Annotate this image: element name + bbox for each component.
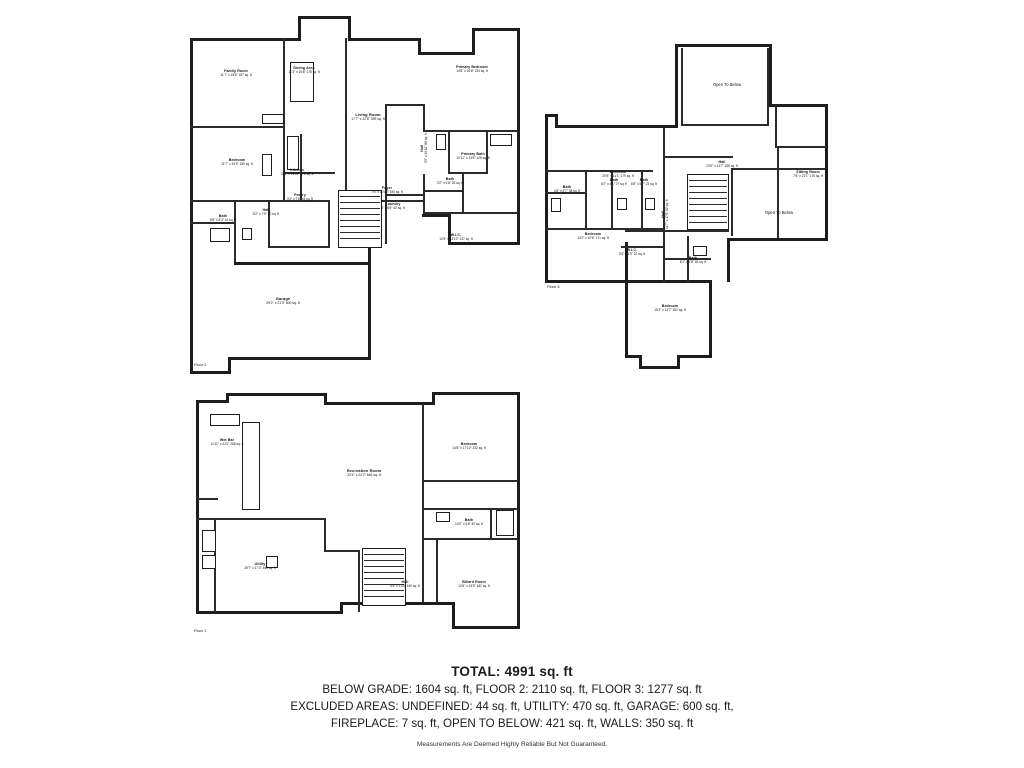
room-label-foyer: Foyer 7'8" x 10'10" 190 sq. ft [371,186,403,195]
wall [641,170,643,228]
wall [777,146,827,148]
wall [345,102,347,202]
open-to-below-label-1: Open To Below [712,82,742,87]
wall [452,626,520,629]
wall [727,238,828,241]
wall [234,200,236,264]
room-label-primary-bedroom: Primary Bedroom 14'8" x 16'8" 234 sq. ft [456,65,488,74]
floor-tag-floor-3: Floor 3 [547,284,560,289]
wall [490,508,492,538]
wall [517,392,520,628]
room-label-utility: Utility 28'7" x 17'3" 466 sq. ft [244,562,276,571]
wall [448,242,520,245]
wall [825,104,828,240]
wall [448,172,488,174]
stair-tread [340,226,380,227]
kitchen-appliance [262,114,284,124]
wall [627,280,712,283]
wall [472,28,475,55]
stair-tread [689,222,727,223]
wall [324,518,326,552]
bath-fixture [210,228,230,242]
stair-tread [689,186,727,187]
wall [226,393,326,396]
room-label-hall: Hall 23'0" x 13'7" 208 sq. ft [706,160,738,169]
floor-tag-floor-1: Floor 1 [194,628,207,633]
wall [767,48,769,126]
wall [448,132,450,174]
wall [775,104,777,148]
wall [358,550,360,612]
wall [677,355,711,358]
wall [196,400,199,614]
stair-tread [689,216,727,217]
kitchen-counter [287,136,299,170]
wall [545,170,587,172]
wall [587,170,653,172]
wall [545,280,627,283]
wall [423,104,425,132]
wall [709,280,712,358]
wall [214,518,326,520]
wall [268,200,270,248]
area-breakdown-line-3: FIREPLACE: 7 sq. ft, OPEN TO BELOW: 421 sq. ft, WALLS: 350 sq. ft [330,716,694,730]
wall [675,44,678,128]
room-label-bath-3: Bath 6'8" x 5'7" 23 sq. ft [630,178,658,187]
wall [681,124,769,126]
stair-tread [689,198,727,199]
room-label-hall: Hall 5'5" x 13'8" 160 sq. ft [390,580,420,589]
measurement-disclaimer: Measurements Are Deemed Highly Reliable But Not Guaranteed. [416,741,608,749]
utility-fixture [202,530,216,552]
kitchen-appliance [262,154,272,176]
stair-tread [364,590,404,591]
wall [462,172,464,214]
wall [300,134,302,200]
wall [545,192,587,194]
wall [345,38,347,104]
open-to-below-label-2: Open To Below [764,210,794,215]
bath-fixture [645,198,655,210]
staircase [338,190,382,248]
wall [190,371,230,374]
room-label-hall-vertical: Hall 11'7" x 17'6" 82 sq. ft [660,199,670,229]
wall [423,130,518,132]
wall [436,538,438,602]
wall [324,550,360,552]
wall [328,200,330,248]
room-label-sitting-room: Sitting Room 7'8" x 22'1" 176 sq. ft [793,170,823,179]
stair-tread [340,208,380,209]
bath-fixture [617,198,627,210]
wall [348,38,420,41]
room-label-wic: W.I.C. 3'4" x 6'9" 22 sq. ft [618,248,646,257]
stair-tread [364,560,404,561]
wall [611,170,613,228]
wall [625,242,628,282]
stair-tread [364,596,404,597]
room-label-dining-area: Dining Area 11'3" x 15'8" 178 sq. ft [288,66,320,75]
stair-tread [340,214,380,215]
room-label-wic: W.I.C. 12'6" x 13'10" 137 sq. ft [439,233,473,242]
room-label-bedroom-1: Bedroom 20'5" x 11'1" 179 sq. ft [602,170,634,179]
wall [196,400,228,403]
room-label-wet-bar: Wet Bar 11'11" x 21'0" 258 sq. ft [210,438,244,447]
wall [452,602,455,629]
wall [663,230,665,282]
bar-counter [210,414,240,426]
wall [190,222,236,224]
wall [769,104,827,107]
room-label-billard-room: Billard Room 12'6" x 15'9" 182 sq. ft [458,580,490,589]
wall [423,212,518,214]
wall [385,194,425,196]
bath-fixture [490,134,512,146]
utility-fixture [202,555,216,569]
room-label-bedroom-3: Bedroom 15'3" x 12'7" 202 sq. ft [654,304,686,313]
stair-tread [340,202,380,203]
stair-tread [364,578,404,579]
wall [418,38,421,52]
wall [769,44,772,106]
wall [190,38,193,264]
wall [663,156,733,158]
room-label-kitchen: Kitchen 11'4" x 14'11" 172 sq. ft [280,168,314,177]
bath-fixture [242,228,252,240]
wall [228,357,370,360]
room-label-hall: Hall 8'2" x 7'9" 60 sq. ft [252,208,280,217]
wall [422,482,424,602]
wall [675,44,771,47]
room-label-bath-2: Bath 3'2" x 6'8" 25 sq. ft [436,177,464,186]
wall [196,518,216,520]
bath-fixture [436,134,446,150]
stair-tread [364,584,404,585]
bar-island [242,422,260,510]
room-label-recreation-room: Recreation Room 32'4" x 22'2" 646 sq. ft [346,468,382,477]
wall [625,230,729,232]
wall [727,238,730,282]
wall [196,611,342,614]
room-label-bath-4: Bath 8'1" x 6'8" 46 sq. ft [679,256,707,265]
floor-tag-floor-2: Floor 2 [194,362,207,367]
floor-plan-floor-2 [190,14,530,374]
stair-tread [340,220,380,221]
room-label-bedroom: Bedroom 11'7" x 15'9" 159 sq. ft [221,158,253,167]
wall [731,168,733,236]
wall [285,172,335,174]
room-label-pantry: Pantry 3'2" x 7'8" 44 sq. ft [286,193,314,202]
wall [298,16,301,41]
wall [285,200,330,202]
room-label-garage: Garage 29'2" x 21'3" 600 sq. ft [266,296,300,305]
stair-tread [340,196,380,197]
wall [422,404,424,482]
furniture [290,62,314,102]
bath-fixture [436,512,450,522]
wall [432,392,520,395]
wall [422,214,451,217]
stair-tread [340,232,380,233]
floor-plan-floor-1 [190,390,530,640]
wall [190,200,285,202]
room-label-hall-vertical: Hall 3'5" x 19'10" 68 sq. ft [419,133,429,164]
utility-fixture [266,556,278,568]
wall [681,48,683,126]
wall [422,480,518,482]
room-label-bath-1: Bath 4'8" x 5'7" 38 sq. ft [553,185,581,194]
stair-tread [689,204,727,205]
room-label-family-room: Family Room 11'7" x 15'8" 187 sq. ft [220,69,252,78]
room-label-bath-2: Bath 6'2" x 4'1" 27 sq. ft [600,178,628,187]
wall [423,190,463,192]
wall [639,366,679,369]
room-label-laundry: Laundry 8' x 8'5" 42 sq. ft [381,202,405,211]
wall [196,498,218,500]
staircase [362,548,406,606]
total-area-text: TOTAL: 4991 sq. ft [451,664,573,679]
wall [486,132,488,174]
wall [298,16,348,19]
wall [777,146,779,238]
wall [545,114,548,282]
wall [663,128,665,240]
stair-tread [689,180,727,181]
bath-fixture [496,510,514,536]
wall [268,246,330,248]
wall [283,126,285,202]
wall [385,104,387,244]
wall [555,125,677,128]
wall [621,246,665,248]
wall [190,38,298,41]
area-breakdown-line-1: BELOW GRADE: 1604 sq. ft, FLOOR 2: 2110 sq. ft, FLOOR 3: 1277 sq. ft [322,683,702,696]
floor-plan-floor-3 [545,40,835,375]
stair-tread [340,238,380,239]
bath-fixture [693,246,707,256]
wall [625,280,628,358]
room-label-bath: Bath 14'5" x 6'8" 87 sq. ft [455,518,483,527]
wall [348,16,351,40]
stair-tread [689,192,727,193]
stair-tread [364,554,404,555]
wall [418,52,475,55]
stair-tread [364,572,404,573]
bath-fixture [551,198,561,212]
wall [448,214,451,245]
stair-tread [364,566,404,567]
summary-block [0,664,1024,748]
wall [385,104,425,106]
wall [190,126,285,128]
wall [472,28,520,31]
wall [687,236,689,282]
wall [190,264,193,374]
wall [585,170,587,230]
stair-tread [689,210,727,211]
wall [324,402,434,405]
room-label-bedroom-2: Bedroom 14'2" x 10'6" 171 sq. ft [577,232,609,241]
room-label-bath: Bath 6'8" x 8'3" 41 sq. ft [209,214,237,223]
room-label-bedroom: Bedroom 14'8" x 17'10" 232 sq. ft [452,442,486,451]
wall [234,262,371,265]
area-breakdown-line-2: EXCLUDED AREAS: UNDEFINED: 44 sq. ft, UTILITY: 470 sq. ft, GARAGE: 600 sq. ft, [290,699,734,713]
room-label-primary-bath: Primary Bath 10'11" x 13'8" 128 sq. ft [456,152,490,161]
room-label-living-room: Living Room 17'7" x 22'8" 399 sq. ft [351,112,385,121]
